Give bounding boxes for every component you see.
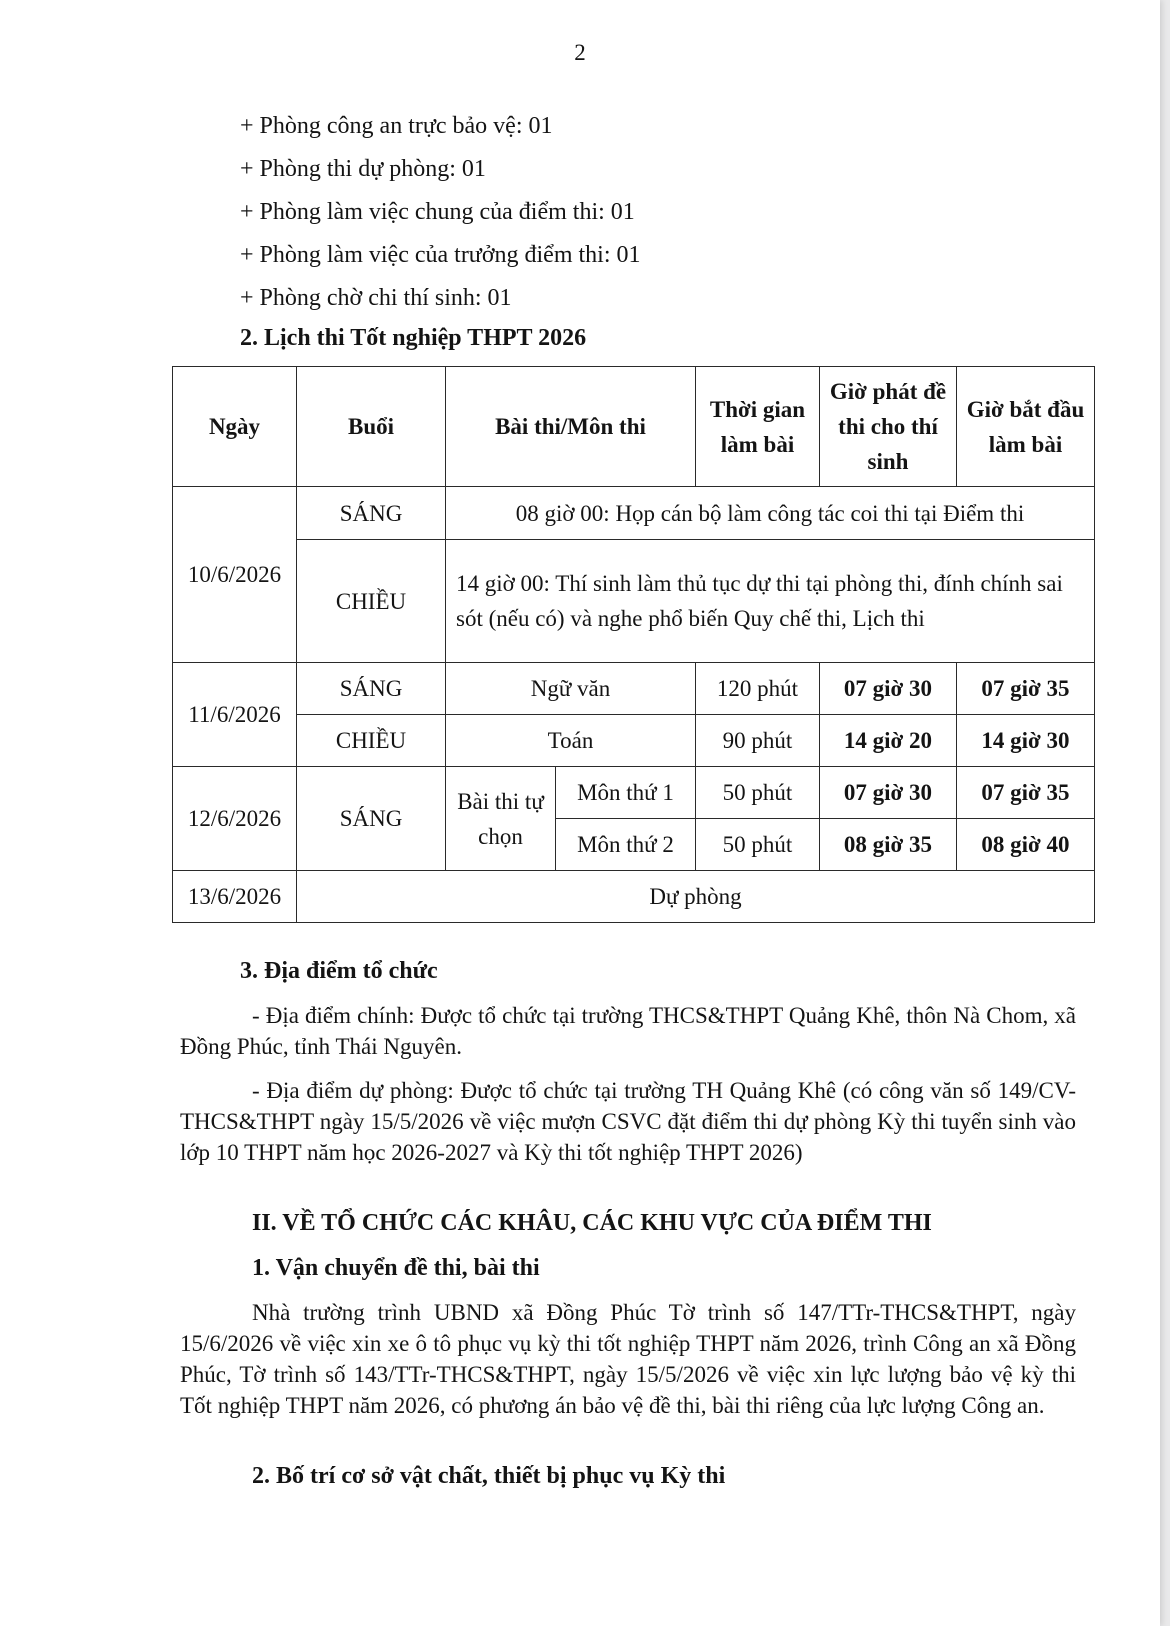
start-time-cell: 07 giờ 35 bbox=[957, 663, 1095, 715]
list-item: + Phòng làm việc của trưởng điểm thi: 01 bbox=[240, 242, 641, 268]
handout-time-cell: 07 giờ 30 bbox=[820, 767, 957, 819]
duration-cell: 50 phút bbox=[696, 819, 820, 871]
note-cell: Dự phòng bbox=[297, 871, 1095, 923]
note-cell: 14 giờ 00: Thí sinh làm thủ tục dự thi tại phòng thi, đính chính sai sót (nếu có) và nghe phổ biến Quy chế thi, Lịch thi bbox=[446, 540, 1095, 663]
handout-time-cell: 07 giờ 30 bbox=[820, 663, 957, 715]
table-header-row bbox=[173, 367, 1095, 487]
room-list bbox=[240, 110, 641, 325]
page-number: 2 bbox=[574, 40, 586, 65]
part-heading: II. VỀ TỔ CHỨC CÁC KHÂU, CÁC KHU VỰC CỦA ĐIỂM THI bbox=[252, 1210, 932, 1236]
start-time-cell: 07 giờ 35 bbox=[957, 767, 1095, 819]
list-item: + Phòng công an trực bảo vệ: 01 bbox=[240, 113, 553, 139]
handout-time-cell: 14 giờ 20 bbox=[820, 715, 957, 767]
subject-cell: Môn thứ 1 bbox=[556, 767, 696, 819]
header-cell: Bài thi/Môn thi bbox=[446, 367, 696, 487]
session-cell: SÁNG bbox=[297, 767, 446, 871]
paragraph-backup-location: - Địa điểm dự phòng: Được tổ chức tại trường TH Quảng Khê (có công văn số 149/CV-THCS&THPT ngày 15/5/2026 về việc mượn CSVC đặt điểm thi dự phòng Kỳ thi tuyển sinh vào lớp 10 THPT năm học 2026-2027 và Kỳ thi tốt nghiệp THPT 2026) bbox=[180, 1078, 1076, 1165]
list-item: + Phòng chờ chi thí sinh: 01 bbox=[240, 285, 512, 311]
table-row bbox=[173, 540, 1095, 663]
start-time-cell: 08 giờ 40 bbox=[957, 819, 1095, 871]
session-cell: SÁNG bbox=[297, 663, 446, 715]
session-cell: SÁNG bbox=[297, 487, 446, 540]
exam-schedule-table bbox=[172, 366, 1095, 923]
date-cell: 10/6/2026 bbox=[173, 487, 297, 663]
section-heading-location: 3. Địa điểm tổ chức bbox=[240, 958, 438, 984]
group-cell: Bài thi tự chọn bbox=[446, 767, 556, 871]
handout-time-cell: 08 giờ 35 bbox=[820, 819, 957, 871]
subsection-heading-facilities: 2. Bố trí cơ sở vật chất, thiết bị phục vụ Kỳ thi bbox=[252, 1463, 726, 1489]
table-row bbox=[173, 715, 1095, 767]
list-item: + Phòng thi dự phòng: 01 bbox=[240, 156, 486, 182]
date-cell: 11/6/2026 bbox=[173, 663, 297, 767]
header-cell: Thời gian làm bài bbox=[696, 367, 820, 487]
section-heading-schedule: 2. Lịch thi Tốt nghiệp THPT 2026 bbox=[240, 325, 587, 351]
date-cell: 12/6/2026 bbox=[173, 767, 297, 871]
subject-cell: Toán bbox=[446, 715, 696, 767]
header-cell: Ngày bbox=[173, 367, 297, 487]
paragraph-main-location: - Địa điểm chính: Được tổ chức tại trường THCS&THPT Quảng Khê, thôn Nà Chom, xã Đồng Phúc, tỉnh Thái Nguyên. bbox=[180, 1003, 1076, 1059]
subject-cell: Môn thứ 2 bbox=[556, 819, 696, 871]
table-row bbox=[173, 871, 1095, 923]
paragraph-transport: Nhà trường trình UBND xã Đồng Phúc Tờ trình số 147/TTr-THCS&THPT, ngày 15/6/2026 về việc xin xe ô tô phục vụ kỳ thi tốt nghiệp THPT năm 2026, trình Công an xã Đồng Phúc, Tờ trình số 143/TTr-THCS&THPT, ngày 15/5/2026 về việc xin lực lượng bảo vệ kỳ thi Tốt nghiệp THPT năm 2026, có phương án bảo vệ đề thi, bài thi riêng của lực lượng Công an. bbox=[180, 1300, 1076, 1418]
duration-cell: 50 phút bbox=[696, 767, 820, 819]
start-time-cell: 14 giờ 30 bbox=[957, 715, 1095, 767]
duration-cell: 120 phút bbox=[696, 663, 820, 715]
header-cell: Buổi bbox=[297, 367, 446, 487]
header-cell: Giờ phát đề thi cho thí sinh bbox=[820, 367, 957, 487]
subsection-heading-transport: 1. Vận chuyển đề thi, bài thi bbox=[252, 1255, 540, 1281]
table-row bbox=[173, 663, 1095, 715]
session-cell: CHIỀU bbox=[297, 540, 446, 663]
table-row bbox=[173, 767, 1095, 819]
note-cell: 08 giờ 00: Họp cán bộ làm công tác coi thi tại Điểm thi bbox=[446, 487, 1095, 540]
table-row bbox=[173, 487, 1095, 540]
session-cell: CHIỀU bbox=[297, 715, 446, 767]
duration-cell: 90 phút bbox=[696, 715, 820, 767]
date-cell: 13/6/2026 bbox=[173, 871, 297, 923]
header-cell: Giờ bắt đầu làm bài bbox=[957, 367, 1095, 487]
list-item: + Phòng làm việc chung của điểm thi: 01 bbox=[240, 199, 635, 225]
subject-cell: Ngữ văn bbox=[446, 663, 696, 715]
